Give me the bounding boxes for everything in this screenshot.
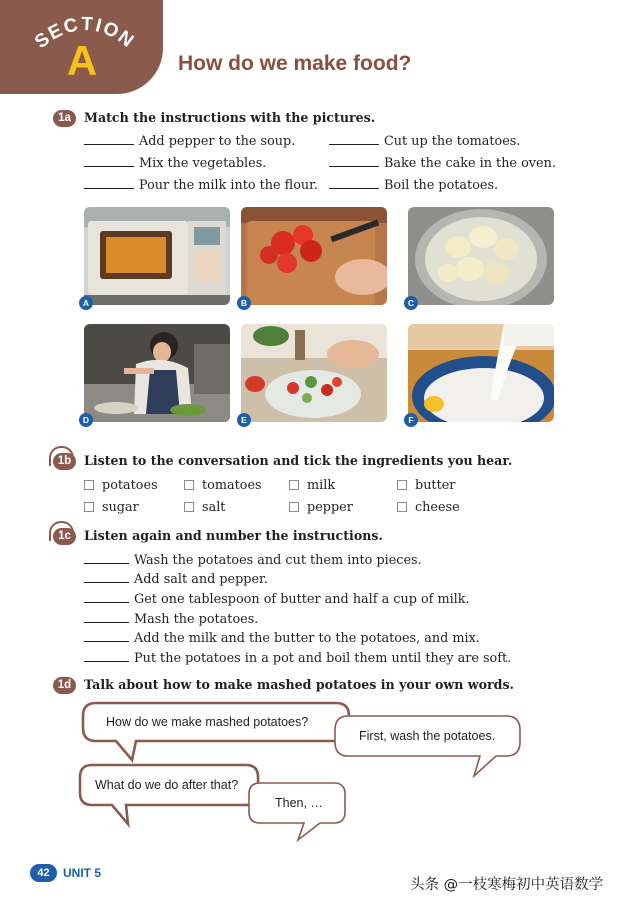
match-item: Pour the milk into the flour. <box>84 178 318 193</box>
photo-label-b: B <box>237 296 251 310</box>
speech-bubble-2 <box>335 716 520 776</box>
order-item: Put the potatoes in a pot and boil them until they are soft. <box>84 651 511 666</box>
exercise-1c-instruction: Listen again and number the instructions. <box>84 528 383 543</box>
order-item: Add salt and pepper. <box>84 572 268 587</box>
match-item: Mix the vegetables. <box>84 156 266 171</box>
section-letter: A <box>66 37 98 84</box>
ingredient-checkbox[interactable]: sugar <box>84 500 139 515</box>
match-item: Cut up the tomatoes. <box>329 134 520 149</box>
exercise-number-1a: 1a <box>53 110 76 127</box>
order-item: Mash the potatoes. <box>84 612 258 627</box>
ingredient-checkbox[interactable]: milk <box>289 478 335 493</box>
exercise-1d-instruction: Talk about how to make mashed potatoes in your own words. <box>84 677 514 692</box>
speech-bubble-3 <box>80 765 258 824</box>
speech-bubble-4 <box>249 783 345 840</box>
bubble-text-4: Then, … <box>275 796 323 810</box>
bubble-text-1: How do we make mashed potatoes? <box>106 715 309 729</box>
unit-label: UNIT 5 <box>63 866 102 880</box>
bubble-text-2: First, wash the potatoes. <box>359 729 496 743</box>
ingredient-checkbox[interactable]: cheese <box>397 500 460 515</box>
speech-bubble-1 <box>83 703 349 760</box>
exercise-number-1c: 1c <box>53 528 76 545</box>
order-item: Get one tablespoon of butter and half a cup of milk. <box>84 592 470 607</box>
exercise-number-1b: 1b <box>53 453 76 470</box>
page-number: 42 <box>30 864 57 882</box>
match-item: Bake the cake in the oven. <box>329 156 556 171</box>
match-item: Boil the potatoes. <box>329 178 498 193</box>
photo-label-f: F <box>404 413 418 427</box>
photo-label-d: D <box>79 413 93 427</box>
exercise-1b-instruction: Listen to the conversation and tick the ingredients you hear. <box>84 453 513 468</box>
ingredient-checkbox[interactable]: butter <box>397 478 455 493</box>
ingredient-checkbox[interactable]: tomatoes <box>184 478 262 493</box>
order-item: Wash the potatoes and cut them into pieces. <box>84 553 422 568</box>
ingredient-checkbox[interactable]: salt <box>184 500 225 515</box>
exercise-1a-instruction: Match the instructions with the pictures. <box>84 110 376 125</box>
watermark: 头条 @一枝寒梅初中英语数学 <box>410 877 604 893</box>
bubble-text-3: What do we do after that? <box>95 778 239 792</box>
ingredient-checkbox[interactable]: potatoes <box>84 478 158 493</box>
photo-label-c: C <box>404 296 418 310</box>
page-title: How do we make food? <box>178 52 412 75</box>
exercise-number-1d: 1d <box>53 677 76 694</box>
svg-text:SECTION: SECTION <box>31 13 139 54</box>
order-item: Add the milk and the butter to the potatoes, and mix. <box>84 631 480 646</box>
ingredient-checkbox[interactable]: pepper <box>289 500 353 515</box>
match-item: Add pepper to the soup. <box>84 134 295 149</box>
photo-label-a: A <box>79 296 93 310</box>
photo-label-e: E <box>237 413 251 427</box>
